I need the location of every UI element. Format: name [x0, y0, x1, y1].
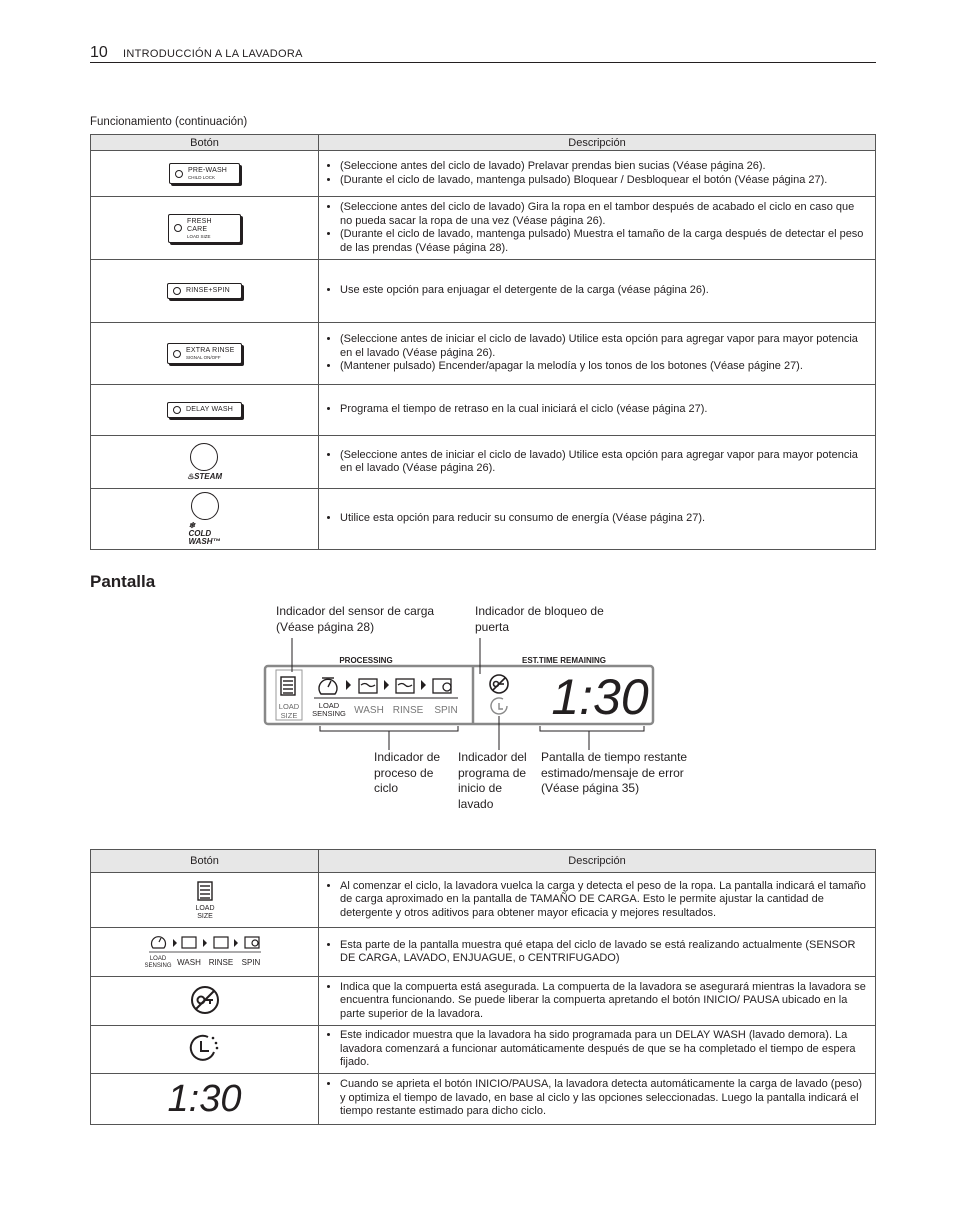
- description-item: • (Mantener pulsado) Encender/apagar la melodía y los tonos de los botones (Véase págine 27).: [340, 360, 869, 374]
- button-label: DELAY WASH: [186, 406, 233, 413]
- description-item: • Este indicador muestra que la lavadora ha sido programada para un DELAY WASH (lavado demora). La lavadora comenzará a funcionar automáticamente después de que se ha completado el tiempo de espera fijado.: [340, 1029, 869, 1070]
- icon-cell: [91, 873, 319, 928]
- rinse-label: RINSE: [208, 957, 233, 967]
- button-cell: [91, 436, 319, 489]
- description-cell: [319, 1026, 876, 1074]
- table-row: [91, 197, 876, 260]
- description-cell: [319, 197, 876, 260]
- spin-label: SPIN: [241, 957, 260, 967]
- callout-process: Indicador de proceso de ciclo: [374, 750, 441, 795]
- wash-label: WASH: [354, 705, 384, 716]
- description-cell: [319, 260, 876, 323]
- indicator-led-icon: [173, 350, 181, 358]
- table-row: [91, 151, 876, 197]
- cold-wash-button-icon: [189, 492, 221, 546]
- round-button-icon: [190, 443, 218, 471]
- icon-cell: [91, 1026, 319, 1074]
- callout-time-remaining: Pantalla de tiempo restante estimado/mensaje de error (Véase página 35): [541, 750, 688, 795]
- table-row: [91, 323, 876, 385]
- button-cell: [91, 385, 319, 436]
- column-header-button: Botón: [91, 850, 319, 873]
- door-lock-icon: [188, 984, 222, 1016]
- rinse-label: RINSE: [392, 705, 424, 716]
- description-cell: [319, 977, 876, 1026]
- button-sublabel: LOAD SIZE: [187, 233, 211, 239]
- load-size-label-2: SIZE: [280, 711, 298, 720]
- page-number: 10: [90, 44, 108, 61]
- load-size-label-1: LOAD: [278, 702, 300, 711]
- button-label: PRE-WASH: [188, 167, 228, 174]
- button-label: [187, 473, 222, 481]
- table-row: [91, 436, 876, 489]
- time-readout: 1:30: [551, 669, 649, 725]
- steam-button-icon: [187, 443, 222, 481]
- cold-label: COLD: [188, 528, 212, 538]
- button-cell: [91, 197, 319, 260]
- description-cell: [319, 151, 876, 197]
- callout-load-sensor: Indicador del sensor de carga (Véase página 28): [276, 604, 435, 634]
- button-cell: [91, 489, 319, 550]
- button-label: RINSE+SPIN: [186, 287, 230, 294]
- column-header-button: Botón: [91, 135, 319, 151]
- load-sensing-label-1: LOAD: [318, 701, 340, 710]
- description-item: • Esta parte de la pantalla muestra qué etapa del ciclo de lavado se está realizando actualmente (SENSOR DE CARGA, LAVADO, ENJUAGUE, o CENTRIFUGADO): [340, 939, 869, 966]
- load-sensing-label-1: LOAD: [149, 955, 166, 962]
- description-cell: [319, 873, 876, 928]
- description-item: • (Durante el ciclo de lavado, mantenga pulsado) Muestra el tamaño de la carga después de detectar el peso de las prendas (Véase página 28).: [340, 228, 869, 255]
- table-row: [91, 977, 876, 1026]
- icon-cell: [91, 928, 319, 977]
- description-cell: [319, 385, 876, 436]
- wash-label: WASH: [176, 957, 201, 967]
- display-diagram: [262, 630, 662, 754]
- delay-wash-button-icon: [167, 402, 242, 418]
- description-item: • (Seleccione antes del ciclo de lavado) Prelavar prendas bien sucias (Véase página 26).: [340, 160, 869, 174]
- load-sensing-label-2: SENSING: [144, 962, 172, 969]
- button-cell: [91, 323, 319, 385]
- bracket-process: [320, 726, 458, 731]
- load-size-label-1: LOAD: [194, 904, 215, 912]
- load-size-icon: [190, 878, 220, 920]
- description-cell: [319, 489, 876, 550]
- description-item: • (Seleccione antes de iniciar el ciclo de lavado) Utilice esta opción para agregar vapor para mayor potencia en el lavado (Véase página 26).: [340, 333, 869, 360]
- icon-cell: [91, 1073, 319, 1124]
- table-row: [91, 928, 876, 977]
- description-item: • (Durante el ciclo de lavado, mantenga pulsado) Bloquear / Desbloquear el botón (Véase página 27).: [340, 174, 869, 188]
- description-cell: [319, 1073, 876, 1124]
- table-row: [91, 1073, 876, 1124]
- indicator-led-icon: [173, 287, 181, 295]
- table-header-row: [91, 135, 876, 151]
- snowflake-icon: ❄: [188, 520, 196, 530]
- table-header-row: [91, 850, 876, 873]
- round-button-icon: [191, 492, 219, 520]
- description-item: • Indica que la compuerta está asegurada. La compuerta de la lavadora se asegurará mientras la lavadora se encuentra funcionando. Se puede liberar la compuerta apretando el botón INICIO/ PAUSA ubicado en la parte superior de la lavadora.: [340, 981, 869, 1022]
- description-item: • Utilice esta opción para reducir su consumo de energía (Véase página 27).: [340, 512, 869, 526]
- table-caption: Funcionamiento (continuación): [90, 116, 248, 128]
- button-cell: [91, 260, 319, 323]
- column-header-description: Descripción: [319, 850, 876, 873]
- time-readout: 1:30: [167, 1077, 242, 1120]
- description-item: • Cuando se aprieta el botón INICIO/PAUSA, la lavadora detecta automáticamente la carga de lavado (peso) y optimiza el tiempo de lavado, en base al ciclo y las opciones seleccionadas. Luego la pantalla indicará el tiempo restante estimado para dicho ciclo.: [340, 1078, 869, 1119]
- description-cell: [319, 928, 876, 977]
- button-cell: [91, 151, 319, 197]
- bracket-time: [540, 726, 644, 731]
- est-time-label: EST.TIME REMAINING: [521, 656, 607, 665]
- steam-label: STEAM: [194, 471, 223, 481]
- wash-label: WASH™: [188, 536, 221, 546]
- description-cell: [319, 323, 876, 385]
- rinse-spin-button-icon: [167, 283, 242, 299]
- indicator-led-icon: [175, 170, 183, 178]
- table-row: [91, 1026, 876, 1074]
- process-indicator-icon: [145, 932, 265, 970]
- button-label: [189, 522, 221, 546]
- section-title: Pantalla: [90, 572, 156, 591]
- table-row: [91, 385, 876, 436]
- button-label: FRESH CARE: [187, 217, 212, 233]
- table-row: [91, 873, 876, 928]
- indicator-led-icon: [174, 224, 182, 232]
- description-item: • (Seleccione antes del ciclo de lavado) Gira la ropa en el tambor después de acabado el ciclo en caso que no pueda sacar la ropa de una vez (Véase página 26).: [340, 201, 869, 228]
- column-header-description: Descripción: [319, 135, 876, 151]
- description-item: • Programa el tiempo de retraso en la cual iniciará el ciclo (véase página 27).: [340, 403, 869, 417]
- callout-door-lock: Indicador de bloqueo de puerta: [475, 604, 604, 634]
- header-rule: [90, 62, 876, 63]
- spin-label: SPIN: [434, 705, 458, 716]
- icon-cell: [91, 977, 319, 1026]
- description-cell: [319, 436, 876, 489]
- extra-rinse-button-icon: [167, 343, 242, 364]
- indicator-led-icon: [173, 406, 181, 414]
- fresh-care-button-icon: [168, 214, 241, 243]
- load-size-label-2: SIZE: [196, 912, 213, 920]
- button-label: EXTRA RINSE: [186, 347, 235, 354]
- description-item: • (Seleccione antes de iniciar el ciclo de lavado) Utilice esta opción para agregar vapor para mayor potencia en el lavado (Véase página 26).: [340, 449, 869, 476]
- prewash-button-icon: [169, 163, 240, 184]
- delay-clock-icon: [188, 1032, 222, 1064]
- steam-symbol-icon: ♨: [186, 471, 195, 481]
- table-row: [91, 260, 876, 323]
- load-sensing-label-2: SENSING: [312, 709, 346, 718]
- table-row: [91, 489, 876, 550]
- button-sublabel: SIGNAL ON/OFF: [186, 355, 221, 360]
- buttons-table: [90, 134, 876, 550]
- description-item: • Al comenzar el ciclo, la lavadora vuelca la carga y detecta el peso de la ropa. La pantalla indicará el tamaño de carga aproximado en la pantalla de TAMAÑO DE CARGA. Esto le permite ajustar la cantidad de detergente y otros aditivos para obtener mayor eficacia y mejores resultados.: [340, 880, 869, 921]
- button-sublabel: CHILD LOCK: [188, 175, 216, 180]
- processing-label: PROCESSING: [339, 656, 393, 665]
- callout-delay-program: Indicador del programa de inicio de lavado: [458, 750, 527, 811]
- section-header: INTRODUCCIÓN A LA LAVADORA: [123, 48, 303, 60]
- display-table: [90, 849, 876, 1125]
- description-item: • Use este opción para enjuagar el detergente de la carga (véase página 26).: [340, 284, 869, 298]
